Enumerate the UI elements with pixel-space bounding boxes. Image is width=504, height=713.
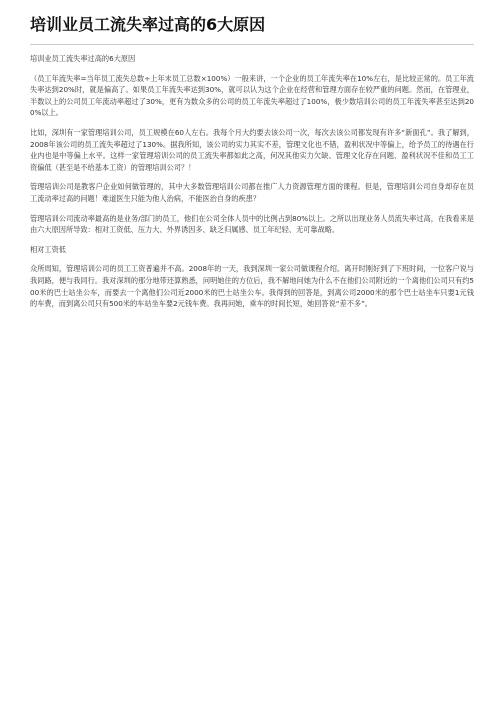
section-heading-low-wage: 相对工资低: [30, 244, 66, 254]
paragraph-low-wage: 众所周知，管理培训公司的员工工资普遍并不高。2008年的一天，我到深圳一家公司做课程介绍。离开时刚好到了下班时间，一位客户说与我同路，便与我同行。我对深圳的那分地带还算熟悉，问明她住的方位后，我不解地问她为什么不在他们公司附近的一个离他们公司只有约500米的巴士站坐公车，而要去一个离他们公司近2000米的巴士站坐公车。我得到的回答是，到离公司2000米的那个巴士站坐车只要1元钱的车费，而到离公司只有500米的车站坐车要2元钱车费。我再问她，乘车的时间长短，她回答说“差不多”。: [30, 264, 474, 309]
paragraph-definition: （员工年流失率=当年员工流失总数÷上年末员工总数×100%）一般来讲，一个企业的员工年流失率在10%左右，是比较正常的。员工年流失率达到20%时，就是偏高了。如果员工年流失率达到30%，就可以认为这个企业在经营和管理方面存在较严重的问题。然而，在管理业，半数以上的公司员工年流动率超过了30%，更有为数众多的公司的员工年流失率超过了100%，极少数培训公司的员工年流失率甚至达到200%以上。: [30, 73, 474, 118]
paragraph-six-reasons: 管理培训公司流动率最高的是业务/部门的员工，他们在公司全体人员中的比例占到80%以上。之所以出现业务人员流失率过高，在我看来是由六大原因所导致：相对工资低、压力大、外界诱因多、缺乏归属感、员工年纪轻、无可靠战略。: [30, 213, 474, 235]
document-title: 培训业员工流失率过高的6大原因: [30, 15, 266, 34]
paragraph-subtitle: 培训业员工流失率过高的6大原因: [30, 54, 136, 63]
title-divider: [30, 44, 474, 45]
paragraph-question: 管理培训公司是教客户企业如何做管理的，其中大多数管理培训公司都在推广人力资源管理方面的课程。但是，管理培训公司自身却存在员工流动率过高的问题！难道医生只能为他人治病，不能医治自身的疾患？: [30, 182, 474, 203]
paragraph-example: 比如，深圳有一家管理培训公司，员工规模在60人左右。我每个月大约要去该公司一次，每次去该公司都发现有许多“新面孔”。我了解到，2008年该公司的员工流失率超过了130%。据我所知，该公司的实力其实不差，管理文化也不错，盈利状况中等偏上，给予员工的待遇在行业内也是中等偏上水平。这样一家管理培训公司的员工流失率都如此之高，何况其他实力欠缺、管理文化存在问题、盈利状况不佳和员工工资偏低（甚至是不给基本工资）的管理培训公司？！: [30, 127, 474, 172]
document-page: [0, 0, 504, 310]
